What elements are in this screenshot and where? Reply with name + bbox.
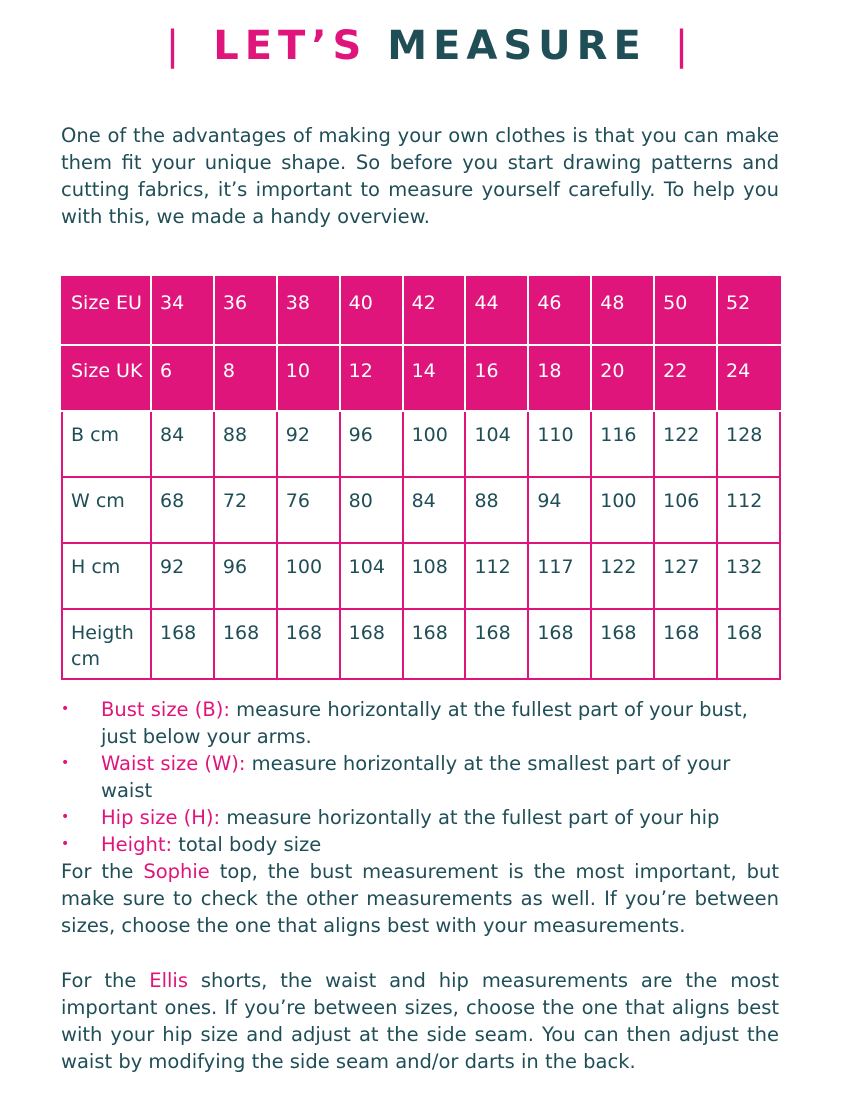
- table-header-cell: [528, 277, 591, 345]
- table-cell: [277, 477, 340, 543]
- sophie-before: For the: [61, 860, 144, 883]
- table-cell: [654, 543, 717, 609]
- table-cell: [528, 543, 591, 609]
- cell-text: 48: [600, 292, 625, 314]
- cell-text: 132: [726, 556, 763, 578]
- ellis-paragraph: [61, 967, 779, 1075]
- cell-text: 8: [222, 360, 235, 382]
- cell-text: 168: [474, 622, 511, 644]
- page-title: [0, 18, 860, 74]
- cell-text: 100: [285, 556, 323, 578]
- table-cell: [528, 411, 591, 477]
- legend-term: Waist size (W):: [101, 752, 246, 775]
- table-cell: [214, 609, 277, 679]
- cell-text: 88: [222, 424, 248, 446]
- table-header-label: [62, 277, 151, 345]
- table-cell: [340, 411, 403, 477]
- ellis-name: Ellis: [149, 969, 188, 992]
- sophie-after: top, the bust measurement is the most important, but make sure to check the other measurements as well. If you’re between sizes, choose the one that aligns best with your measurements.: [61, 860, 779, 937]
- legend-text: measure horizontally at the fullest part of your hip: [220, 806, 720, 829]
- table-cell: [591, 609, 654, 679]
- table-row-label: [62, 477, 151, 543]
- legend-term: Hip size (H):: [101, 806, 221, 829]
- cell-text: 168: [726, 622, 763, 644]
- cell-text: 168: [348, 622, 385, 644]
- table-header-label: [62, 345, 151, 411]
- table-cell: [591, 543, 654, 609]
- table-cell: [717, 543, 780, 609]
- cell-text: 80: [348, 490, 373, 512]
- cell-text: 112: [726, 490, 763, 512]
- cell-text: 96: [348, 424, 373, 446]
- cell-text: 168: [663, 622, 700, 644]
- table-row-label: [62, 543, 151, 609]
- table-header-cell: [465, 277, 528, 345]
- table-header-cell: [654, 345, 717, 411]
- table-cell: [340, 543, 403, 609]
- cell-text: 92: [160, 556, 185, 578]
- table-header-cell: [528, 345, 591, 411]
- table-header-cell: [465, 345, 528, 411]
- table-cell: [151, 609, 214, 679]
- table-header-cell: [654, 277, 717, 345]
- cell-text: 88: [474, 490, 499, 512]
- table-header-cell: [340, 345, 403, 411]
- cell-text: Size EU: [71, 292, 142, 314]
- cell-text: 20: [600, 360, 625, 382]
- cell-text: 12: [348, 360, 373, 382]
- table-row: [62, 543, 780, 609]
- table-header-cell: [214, 277, 277, 345]
- bullet-icon: •: [61, 809, 70, 825]
- table-cell: [151, 411, 214, 477]
- table-cell: [214, 411, 277, 477]
- table-header-cell: [403, 277, 466, 345]
- ellis-before: For the: [61, 969, 150, 992]
- table-cell: [591, 477, 654, 543]
- table-header-cell: [340, 277, 403, 345]
- table-cell: [528, 477, 591, 543]
- cell-text: 72: [222, 490, 248, 512]
- cell-text: Size UK: [71, 360, 143, 382]
- cell-text: 34: [160, 292, 185, 314]
- table-cell: [465, 411, 528, 477]
- title-part-measure: MEASURE: [387, 23, 647, 69]
- legend-text: measure horizontally at the fullest part of your bust, just below your arms.: [101, 698, 748, 748]
- table-cell: [654, 609, 717, 679]
- table-cell: [528, 609, 591, 679]
- table-row: [62, 411, 780, 477]
- table-header-cell: [403, 345, 466, 411]
- table-header-cell: [151, 345, 214, 411]
- title-bar-right: |: [674, 23, 695, 69]
- cell-text: 22: [663, 360, 688, 382]
- cell-text: 117: [537, 556, 574, 578]
- table-cell: [151, 543, 214, 609]
- bullet-icon: •: [61, 755, 70, 771]
- cell-text: 168: [600, 622, 637, 644]
- table-cell: [340, 477, 403, 543]
- cell-text: 116: [600, 424, 637, 446]
- table-cell: [465, 543, 528, 609]
- sophie-name: Sophie: [143, 860, 210, 883]
- table-header-cell: [277, 345, 340, 411]
- legend-item-waist: [61, 750, 781, 804]
- bullet-icon: •: [61, 701, 70, 717]
- cell-text: W cm: [71, 490, 125, 512]
- legend-item-height: [61, 831, 781, 858]
- cell-text: 46: [537, 292, 562, 314]
- table-cell: [403, 609, 466, 679]
- cell-text: 16: [474, 360, 499, 382]
- table-cell: [654, 411, 717, 477]
- table-cell: [403, 477, 466, 543]
- cell-text: 44: [474, 292, 499, 314]
- cell-text: 128: [726, 424, 763, 446]
- cell-text: 42: [411, 292, 436, 314]
- table-header-cell: [591, 345, 654, 411]
- sophie-paragraph: [61, 858, 779, 939]
- cell-text: 168: [537, 622, 574, 644]
- table-row-label: [62, 411, 151, 477]
- table-cell: [465, 609, 528, 679]
- table-cell: [277, 609, 340, 679]
- table-header-cell: [591, 277, 654, 345]
- legend-term: Height:: [101, 833, 173, 856]
- cell-text: 112: [474, 556, 511, 578]
- intro-paragraph: One of the advantages of making your own clothes is that you can make them fit your unique shape. So before you start drawing patterns and cutting fabrics, it’s important to measure yourself carefully. To help you with this, we made a handy overview.: [61, 124, 779, 228]
- cell-text: 18: [537, 360, 562, 382]
- table-cell: [214, 477, 277, 543]
- cell-text: 127: [663, 556, 700, 578]
- cell-text: 122: [600, 556, 637, 578]
- table-cell: [403, 411, 466, 477]
- table-header-cell: [214, 345, 277, 411]
- bullet-icon: •: [61, 836, 70, 852]
- cell-text: 76: [285, 490, 310, 512]
- cell-text: 84: [160, 424, 185, 446]
- cell-text: 110: [537, 424, 574, 446]
- table-cell: [214, 543, 277, 609]
- legend-text: total body size: [172, 833, 322, 856]
- cell-text: 108: [411, 556, 448, 578]
- cell-text: 36: [222, 292, 248, 314]
- ellis-after: shorts, the waist and hip measurements are the most important ones. If you’re between sizes, choose the one that aligns best with your hip size and adjust at the side seam. You can then adjust the waist by modifying the side seam and/or darts in the back.: [61, 969, 779, 1073]
- table-row: [62, 345, 780, 411]
- cell-text: 52: [726, 292, 751, 314]
- cell-text: 94: [537, 490, 562, 512]
- table-cell: [277, 543, 340, 609]
- cell-text: 14: [411, 360, 436, 382]
- legend-item-bust: [61, 696, 781, 750]
- cell-text: 106: [663, 490, 700, 512]
- cell-text: 168: [222, 622, 260, 644]
- cell-text: 92: [285, 424, 310, 446]
- legend-term: Bust size (B):: [101, 698, 230, 721]
- table-cell: [654, 477, 717, 543]
- title-part-lets: LET’S: [213, 23, 368, 69]
- legend-item-hip: [61, 804, 781, 831]
- size-chart-table: [61, 276, 781, 680]
- cell-text: 100: [411, 424, 448, 446]
- cell-text: 24: [726, 360, 751, 382]
- cell-text: 38: [285, 292, 310, 314]
- table-row: [62, 277, 780, 345]
- cell-text: 168: [285, 622, 323, 644]
- table-header-cell: [717, 277, 780, 345]
- table-header-cell: [717, 345, 780, 411]
- table-cell: [717, 411, 780, 477]
- table-cell: [591, 411, 654, 477]
- cell-text: 104: [474, 424, 511, 446]
- cell-text: 6: [160, 360, 173, 382]
- table-row: [62, 477, 780, 543]
- cell-text: 122: [663, 424, 700, 446]
- table-cell: [340, 609, 403, 679]
- cell-text: 168: [160, 622, 197, 644]
- measurement-legend: [61, 696, 781, 858]
- cell-text: 50: [663, 292, 688, 314]
- table-cell: [465, 477, 528, 543]
- cell-text: H cm: [71, 556, 121, 578]
- table-header-cell: [151, 277, 214, 345]
- cell-text: 100: [600, 490, 637, 512]
- table-cell: [403, 543, 466, 609]
- table-row-label: [62, 609, 151, 679]
- table-cell: [717, 477, 780, 543]
- cell-text: 104: [348, 556, 385, 578]
- cell-text: 68: [160, 490, 185, 512]
- cell-text: 96: [222, 556, 248, 578]
- legend-text: measure horizontally at the smallest part of your waist: [101, 752, 731, 802]
- cell-text: 168: [411, 622, 448, 644]
- table-header-cell: [277, 277, 340, 345]
- table-row: [62, 609, 780, 679]
- cell-text: Heigth cm: [71, 622, 134, 670]
- table-cell: [151, 477, 214, 543]
- cell-text: 40: [348, 292, 373, 314]
- cell-text: 84: [411, 490, 436, 512]
- cell-text: 10: [285, 360, 310, 382]
- table-cell: [717, 609, 780, 679]
- title-bar-left: |: [165, 23, 186, 69]
- table-cell: [277, 411, 340, 477]
- cell-text: B cm: [71, 424, 120, 446]
